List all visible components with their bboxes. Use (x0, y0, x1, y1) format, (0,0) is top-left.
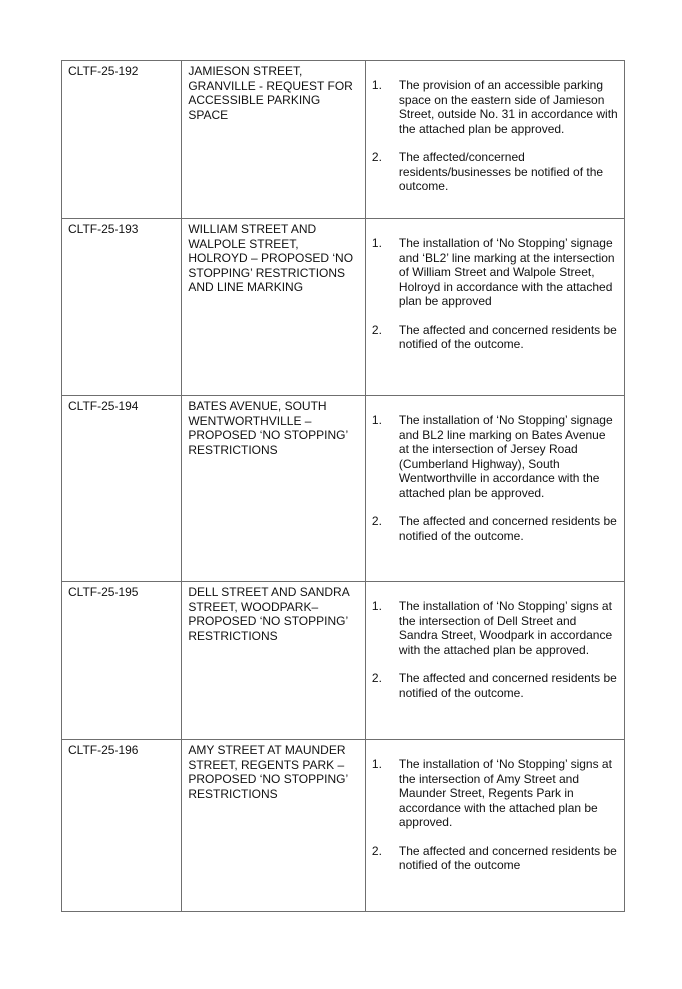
resolution-item (371, 757, 618, 830)
item-reference: CLTF-25-192 (62, 61, 182, 219)
resolution-text: The installation of ‘No Stopping’ signs at the intersection of Amy Street and Maunder Street, Regents Park in accordance with the attached plan be approved. (398, 757, 612, 829)
resolution-item (371, 150, 618, 194)
resolution-list (372, 236, 618, 352)
table-row (62, 396, 625, 582)
item-subject: JAMIESON STREET, GRANVILLE - REQUEST FOR ACCESSIBLE PARKING SPACE (182, 61, 366, 219)
resolution-text: The installation of ‘No Stopping’ signage and ‘BL2’ line marking at the intersection of William Street and Walpole Street, Holroyd in accordance with the attached plan be approved (398, 236, 615, 308)
resolution-cell (365, 61, 624, 219)
item-subject: BATES AVENUE, SOUTH WENTWORTHVILLE – PROPOSED ‘NO STOPPING’ RESTRICTIONS (182, 396, 366, 582)
resolution-cell (365, 219, 624, 396)
item-reference: CLTF-25-195 (62, 582, 182, 740)
resolution-text: The affected/concerned residents/businesses be notified of the outcome. (398, 150, 604, 193)
resolution-number: 2. (371, 843, 382, 858)
resolution-number: 2. (371, 514, 382, 528)
resolution-item (371, 413, 618, 500)
resolution-text: The installation of ‘No Stopping’ signage and BL2 line marking on Bates Avenue at the intersection of Jersey Road (Cumberland Highway), South Wentworthville in accordance with the attached plan be approved. (398, 413, 613, 500)
resolution-number: 1. (371, 757, 382, 771)
resolution-item (371, 671, 618, 700)
resolution-text: The provision of an accessible parking space on the eastern side of Jamieson Street, outside No. 31 in accordance with the attached plan be approved. (398, 78, 618, 136)
resolution-text: The affected and concerned residents be notified of the outcome. (398, 514, 617, 543)
item-reference: CLTF-25-196 (62, 740, 182, 912)
resolution-text: The affected and concerned residents be notified of the outcome. (398, 671, 617, 700)
resolution-cell (365, 396, 624, 582)
resolution-number: 2. (371, 671, 382, 685)
resolution-list (372, 413, 618, 543)
resolution-text: The affected and concerned residents be notified of the outcome. (398, 322, 617, 351)
resolution-item (371, 78, 618, 136)
item-subject: DELL STREET AND SANDRA STREET, WOODPARK– PROPOSED ‘NO STOPPING’ RESTRICTIONS (182, 582, 366, 740)
item-reference: CLTF-25-194 (62, 396, 182, 582)
resolution-number: 1. (371, 599, 382, 613)
resolution-item (371, 322, 618, 352)
resolution-item (371, 843, 618, 873)
resolution-number: 1. (371, 78, 382, 92)
resolution-text: The affected and concerned residents be notified of the outcome (398, 843, 617, 872)
resolution-cell (365, 582, 624, 740)
table-row (62, 582, 625, 740)
resolution-item (371, 514, 618, 543)
item-reference: CLTF-25-193 (62, 219, 182, 396)
resolution-cell (365, 740, 624, 912)
resolution-item (371, 236, 618, 309)
table-row (62, 61, 625, 219)
resolution-number: 1. (371, 236, 382, 250)
resolution-list (372, 599, 618, 700)
table-row (62, 219, 625, 396)
item-subject: AMY STREET AT MAUNDER STREET, REGENTS PARK – PROPOSED ‘NO STOPPING’ RESTRICTIONS (182, 740, 366, 912)
table-row (62, 740, 625, 912)
resolution-list (372, 78, 618, 194)
resolution-number: 2. (371, 150, 382, 164)
resolution-text: The installation of ‘No Stopping’ signs at the intersection of Dell Street and Sandra Street, Woodpark in accordance with the attached plan be approved. (398, 599, 613, 657)
resolution-item (371, 599, 618, 657)
resolution-number: 1. (371, 413, 382, 427)
resolution-number: 2. (371, 322, 382, 337)
resolution-list (372, 757, 618, 873)
resolutions-table (61, 60, 625, 912)
item-subject: WILLIAM STREET AND WALPOLE STREET, HOLROYD – PROPOSED ‘NO STOPPING’ RESTRICTIONS AND LINE MARKING (182, 219, 366, 396)
